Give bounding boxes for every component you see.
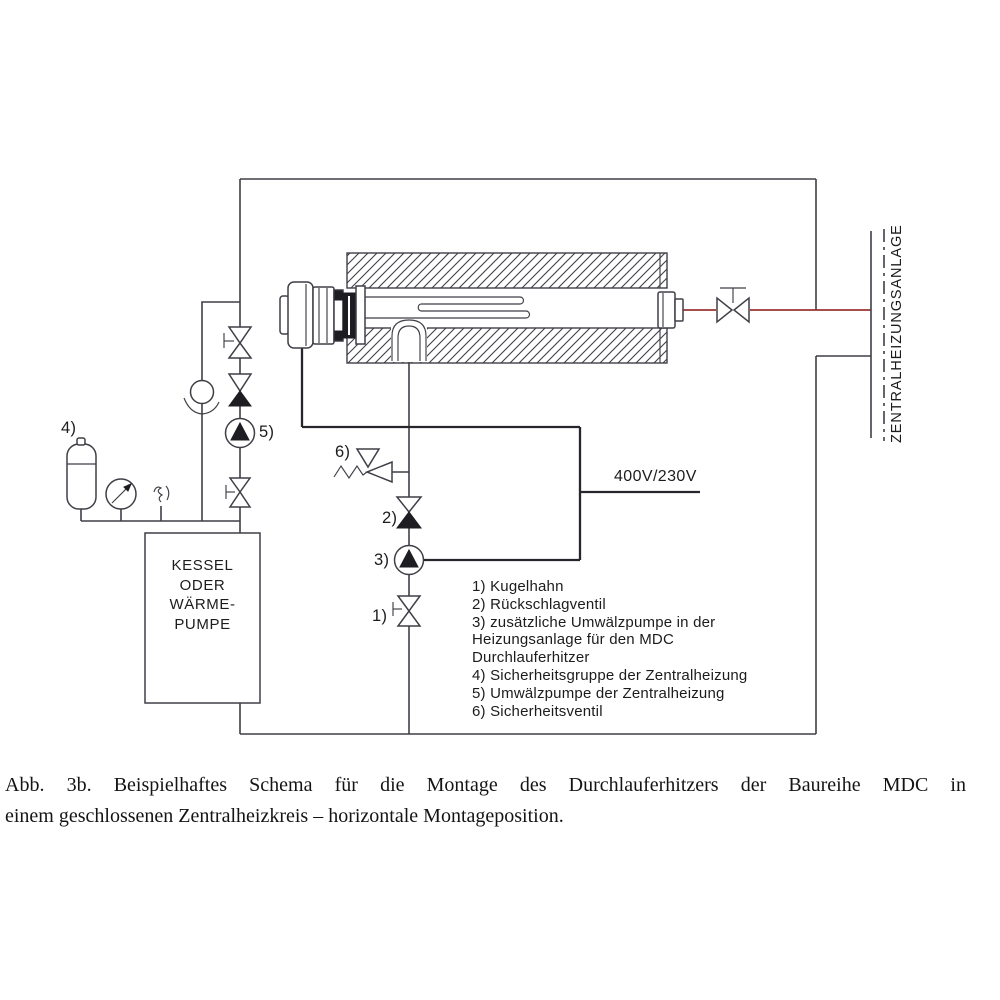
- callout-2: 2): [382, 509, 398, 527]
- legend-line: Heizungsanlage für den MDC: [472, 631, 674, 649]
- check-valve-left-icon: [229, 374, 251, 406]
- pressure-gauge-icon: [106, 479, 136, 509]
- legend-line: 5) Umwälzpumpe der Zentralheizung: [472, 684, 725, 702]
- kessel-line-2: ODER: [179, 576, 226, 594]
- air-vent-icon: [154, 486, 169, 502]
- ball-valve-kessel-top-icon: [224, 327, 251, 358]
- legend-line: Durchlauferhitzer: [472, 649, 590, 667]
- callout-6: 6): [335, 443, 351, 461]
- legend-line: 3) zusätzliche Umwälzpumpe in der: [472, 613, 716, 631]
- ball-valve-hot-line-icon: [717, 288, 749, 322]
- heater-electrical-head: [280, 282, 365, 348]
- kessel-line-4: PUMPE: [174, 615, 231, 633]
- heating-element: [365, 297, 530, 318]
- callout-3: 3): [374, 551, 390, 569]
- callout-4: 4): [61, 419, 77, 437]
- legend: [472, 578, 747, 720]
- pump-5-icon: [226, 419, 255, 448]
- pump-3-icon: [395, 546, 424, 575]
- caption-line-1: Abb. 3b. Beispielhaftes Schema für die Montage des Durchlauferhitzers der Baureihe MDC in: [5, 774, 966, 796]
- legend-line: 6) Sicherheitsventil: [472, 702, 603, 720]
- check-valve-2-icon: [397, 497, 421, 528]
- heater-bottom-port: [391, 320, 427, 362]
- mdc-flow-heater: [280, 253, 683, 363]
- zentralheizung-label: ZENTRALHEIZUNGSANLAGE: [889, 224, 905, 443]
- expansion-vessel-icon: [67, 438, 96, 509]
- kessel-line-3: WÄRME-: [169, 596, 236, 613]
- legend-line: 2) Rückschlagventil: [472, 595, 606, 613]
- legend-line: 4) Sicherheitsgruppe der Zentralheizung: [472, 666, 748, 684]
- ball-valve-1-icon: [393, 596, 420, 626]
- legend-line: 1) Kugelhahn: [472, 578, 564, 595]
- heater-top-wall: [347, 253, 667, 288]
- central-heating-boundary: [871, 229, 884, 441]
- voltage-label: 400V/230V: [614, 468, 697, 485]
- callout-5: 5): [259, 423, 275, 441]
- callout-1: 1): [372, 607, 388, 625]
- ball-valve-kessel-bottom-icon: [226, 478, 250, 507]
- caption-line-2: einem geschlossenen Zentralheizkreis – horizontale Montageposition.: [5, 805, 564, 827]
- kessel-line-1: KESSEL: [171, 557, 234, 574]
- figure-caption: [5, 770, 966, 832]
- kessel-label: [145, 533, 260, 703]
